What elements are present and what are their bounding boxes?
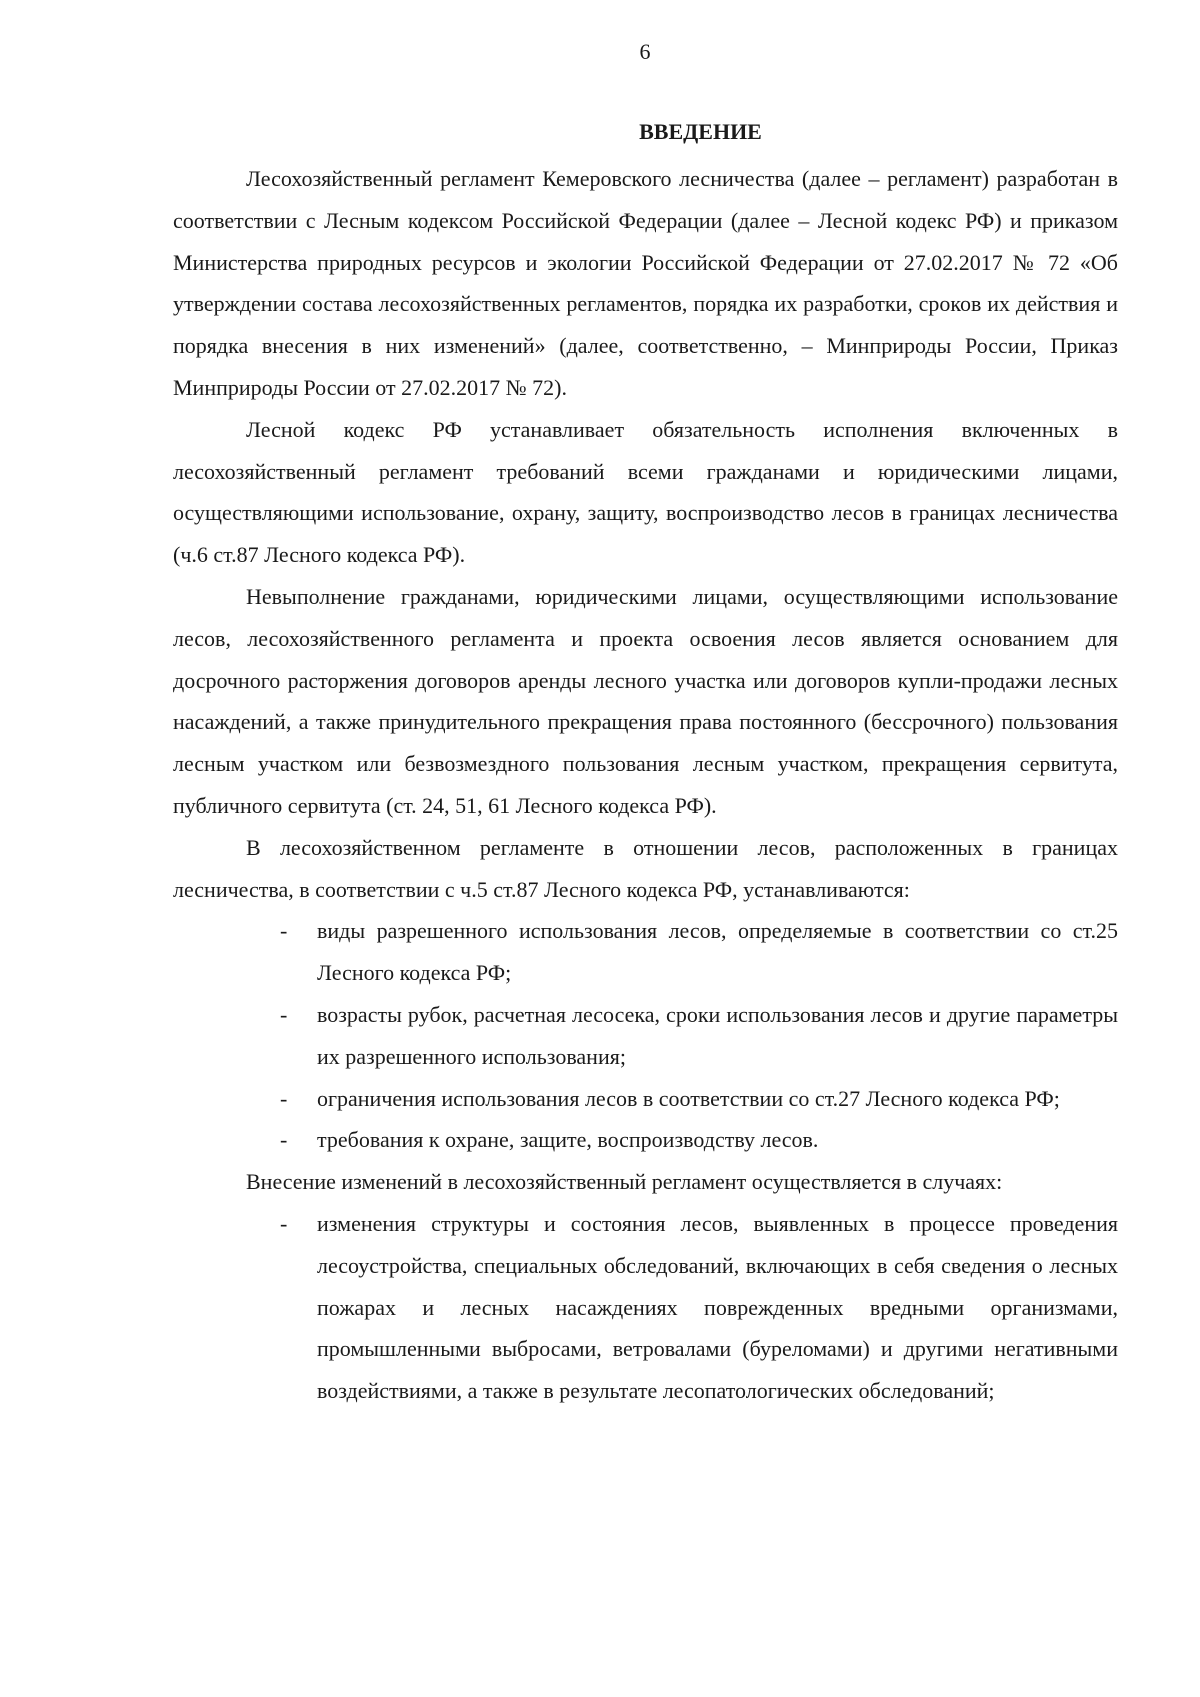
changes-cases-list bbox=[173, 1203, 1118, 1412]
paragraph-established-items-intro: В лесохозяйственном регламенте в отношении лесов, расположенных в границах лесничества, в соответствии с ч.5 ст.87 Лесного кодекса РФ, устанавливаются: bbox=[173, 834, 1118, 902]
list-item-text: виды разрешенного использования лесов, определяемые в соответствии со ст.25 Лесного кодекса РФ; bbox=[317, 918, 1118, 986]
established-items-list bbox=[173, 910, 1118, 1161]
list-item bbox=[280, 1203, 1118, 1412]
page-number: 6 bbox=[639, 39, 651, 64]
bullet-marker: - bbox=[280, 1085, 288, 1111]
list-item bbox=[280, 910, 1118, 994]
bullet-marker: - bbox=[280, 1001, 288, 1027]
list-item bbox=[280, 1078, 1118, 1120]
paragraph-mandatory-compliance: Лесной кодекс РФ устанавливает обязательность исполнения включенных в лесохозяйственный регламент требований всеми гражданами и юридическими лицами, осуществляющими использование, охрану, защиту, воспроизводство лесов в границах лесничества (ч.6 ст.87 Лесного кодекса РФ). bbox=[173, 416, 1118, 568]
bullet-marker: - bbox=[280, 1127, 288, 1153]
list-item bbox=[280, 1119, 1118, 1161]
list-item-text: возрасты рубок, расчетная лесосека, сроки использования лесов и другие параметры их разрешенного использования; bbox=[317, 1001, 1118, 1069]
paragraph-regulation-basis: Лесохозяйственный регламент Кемеровского лесничества (далее – регламент) разработан в соответствии с Лесным кодексом Российской Федерации (далее – Лесной кодекс РФ) и приказом Министерства природных ресурсов и экологии Российской Федерации от 27.02.2017 № 72 «Об утверждении состава лесохозяйственных регламентов, порядка их разработки, сроков их действия и порядка внесения в них изменений» (далее, соответственно, – Минприроды России, Приказ Минприроды России от 27.02.2017 № 72). bbox=[173, 166, 1118, 400]
section-heading: ВВЕДЕНИЕ bbox=[639, 119, 762, 144]
list-item bbox=[280, 994, 1118, 1078]
page-content bbox=[173, 112, 1118, 1412]
list-item-text: требования к охране, защите, воспроизводству лесов. bbox=[317, 1127, 819, 1153]
list-item-text: ограничения использования лесов в соответствии со ст.27 Лесного кодекса РФ; bbox=[317, 1085, 1060, 1111]
bullet-marker: - bbox=[280, 1210, 288, 1236]
list-item-text: изменения структуры и состояния лесов, выявленных в процессе проведения лесоустройства, специальных обследований, включающих в себя сведения о лесных пожарах и лесных насаждениях поврежденных вредными организмами, промышленными выбросами, ветровалами (буреломами) и другими негативными воздействиями, а также в результате лесопатологических обследований; bbox=[317, 1210, 1118, 1404]
paragraph-non-compliance: Невыполнение гражданами, юридическими лицами, осуществляющими использование лесов, лесохозяйственного регламента и проекта освоения лесов является основанием для досрочного расторжения договоров аренды лесного участка или договоров купли-продажи лесных насаждений, а также принудительного прекращения права постоянного (бессрочного) пользования лесным участком или безвозмездного пользования лесным участком, прекращения сервитута, публичного сервитута (ст. 24, 51, 61 Лесного кодекса РФ). bbox=[173, 583, 1118, 818]
bullet-marker: - bbox=[280, 918, 288, 944]
paragraph-changes-intro: Внесение изменений в лесохозяйственный регламент осуществляется в случаях: bbox=[246, 1169, 1003, 1195]
